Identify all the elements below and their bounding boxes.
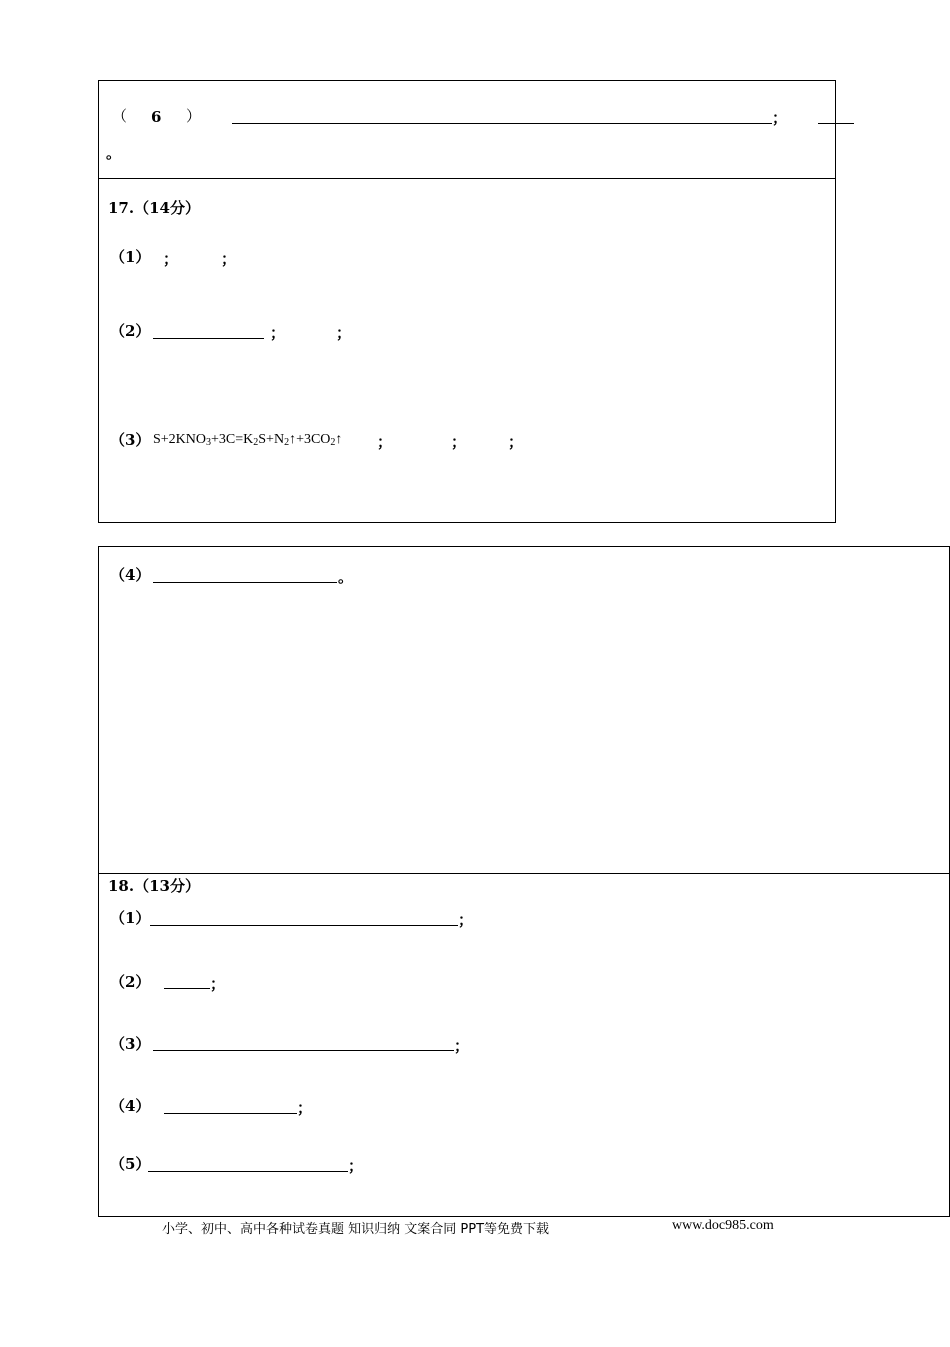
q18-part5-end: ； [348,1157,364,1175]
equation-part-a: S+2KNO [153,432,207,447]
q18-part3-label: （3） [110,1035,151,1053]
q16-semicolon: ； [772,109,788,127]
q17-part4-blank[interactable] [153,582,337,583]
q17-answer-box [98,178,836,523]
q18-part1-label: （1） [110,909,151,927]
q17-part2-label: （2） [110,322,151,340]
q18-part4-blank[interactable] [164,1113,297,1114]
equation-part-d: ↑+3CO [289,432,331,447]
q17-part3-equation [153,431,342,449]
q17-part2-sep-1: ； [270,324,286,342]
q16-end-mark: 。 [106,144,122,162]
q16-part6-open: （ [112,107,128,125]
q18-part2-blank[interactable] [164,988,210,989]
footer-text: 小学、初中、高中各种试卷真题 知识归纳 文案合同 PPT等免费下载 [162,1222,550,1237]
q17-part4-label: （4） [110,566,151,584]
q16-part6-number: 6 [151,108,162,126]
q18-title: 18.（13分） [108,877,200,895]
q17-part3-sep-1: ； [377,433,393,451]
q18-part4-end: ； [297,1099,313,1117]
q18-part5-label: （5） [110,1155,151,1173]
q17-part1-sep-1: ； [163,250,179,268]
q18-part3-end: ； [454,1037,470,1055]
q18-part2-label: （2） [110,973,151,991]
equation-part-c: S+N [258,432,285,447]
q18-part4-label: （4） [110,1097,151,1115]
q17-part1-sep-2: ； [221,250,237,268]
q16-answer-blank[interactable] [232,123,772,124]
q18-part2-end: ； [210,975,226,993]
q17-part3-label: （3） [110,431,151,449]
q17-part4-box [98,546,950,874]
equation-sub-b: 2 [253,437,259,448]
q18-part1-end: ； [458,911,474,929]
equation-sub-d: 2 [330,437,336,448]
equation-part-b: +3C=K [211,432,254,447]
q17-part2-blank[interactable] [153,338,264,339]
q17-part4-end: 。 [338,568,354,586]
q16-answer-blank-2[interactable] [818,123,854,124]
q18-part5-blank[interactable] [148,1171,348,1172]
q18-part3-blank[interactable] [153,1050,454,1051]
q17-title: 17.（14分） [108,199,200,217]
q16-answer-box [98,80,836,179]
q16-part6-close: ） [186,107,202,125]
equation-part-e: ↑ [335,432,343,447]
equation-sub-c: 2 [284,437,290,448]
q17-part3-sep-2: ； [451,433,467,451]
q18-part1-blank[interactable] [150,925,458,926]
q17-part3-sep-3: ； [508,433,524,451]
q17-part1-label: （1） [110,248,151,266]
q17-part2-sep-2: ； [336,324,352,342]
equation-sub-a: 3 [206,437,212,448]
footer-link[interactable]: www.doc985.com [672,1218,774,1233]
